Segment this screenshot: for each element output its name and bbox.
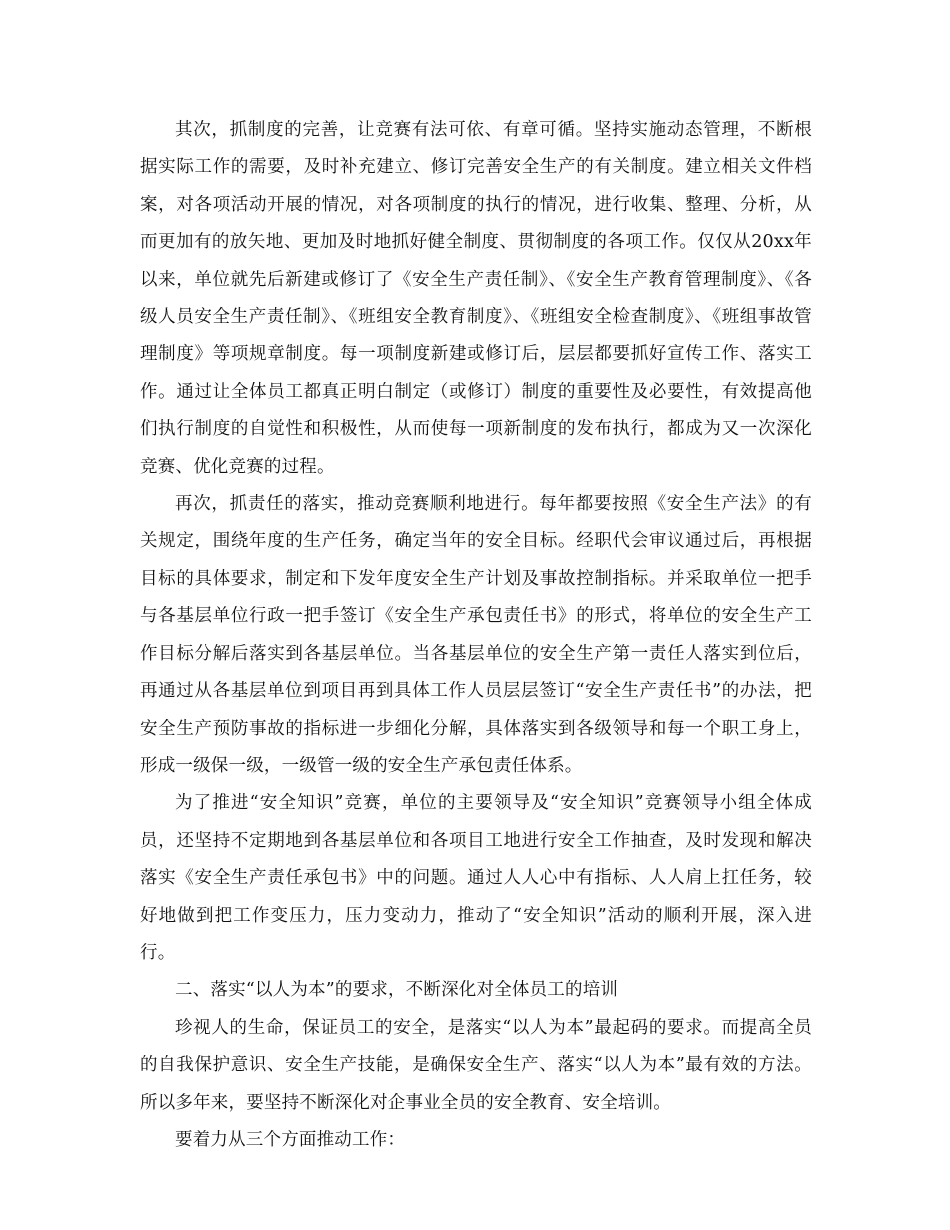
paragraph-responsibility: 再次，抓责任的落实，推动竞赛顺利地进行。每年都要按照《安全生产法》的有关规定，围绕年度的生产任务，确定当年的安全目标。经职代会审议通过后，再根据目标的具体要求，制定和下发年度安全生产计划及事故控制指标。并采取单位一把手与各基层单位行政一把手签订《安全生产承包责任书》的形式，将单位的安全生产工作目标分解后落实到各基层单位。当各基层单位的安全生产第一责任人落实到位后，再通过从各基层单位到项目再到具体工作人员层层签订“安全生产责任书”的办法，把安全生产预防事故的指标进一步细化分解，具体落实到各级领导和每一个职工身上，形成一级保一级，一级管一级的安全生产承包责任体系。	[140, 494, 812, 776]
section-heading: 二、落实“以人为本”的要求，不断深化对全体员工的培训	[175, 980, 619, 1001]
paragraph-system-improvement: 其次，抓制度的完善，让竞赛有法可依、有章可循。坚持实施动态管理，不断根据实际工作的需要，及时补充建立、修订完善安全生产的有关制度。建立相关文件档案，对各项活动开展的情况，对各项制度的执行的情况，进行收集、整理、分析，从而更加有的放矢地、更加及时地抓好健全制度、贯彻制度的各项工作。仅仅从20xx年以来，单位就先后新建或修订了《安全生产责任制》、《安全生产教育管理制度》、《各级人员安全生产责任制》、《班组安全教育制度》、《班组安全检查制度》、《班组事故管理制度》等项规章制度。每一项制度新建或修订后，层层都要抓好宣传工作、落实工作。通过让全体员工都真正明白制定（或修订）制度的重要性及必要性，有效提高他们执行制度的自觉性和积极性，从而使每一项新制度的发布执行，都成为又一次深化竞赛、优化竞赛的过程。	[140, 120, 812, 477]
paragraph-safety-knowledge-contest: 为了推进“安全知识”竞赛，单位的主要领导及“安全知识”竞赛领导小组全体成员，还坚持不定期地到各基层单位和各项目工地进行安全工作抽查，及时发现和解决落实《安全生产责任承包书》中的问题。通过人人心中有指标、人人肩上扛任务，较好地做到把工作变压力，压力变动力，推动了“安全知识”活动的顺利开展，深入进行。	[140, 793, 812, 963]
paragraph-three-aspects: 要着力从三个方面推动工作：	[175, 1129, 406, 1150]
document-page	[140, 112, 812, 1159]
paragraph-people-oriented: 珍视人的生命，保证员工的安全，是落实“以人为本”最起码的要求。而提高全员的自我保护意识、安全生产技能，是确保安全生产、落实“以人为本”最有效的方法。所以多年来，要坚持不断深化对企事业全员的安全教育、安全培训。	[140, 1017, 812, 1113]
